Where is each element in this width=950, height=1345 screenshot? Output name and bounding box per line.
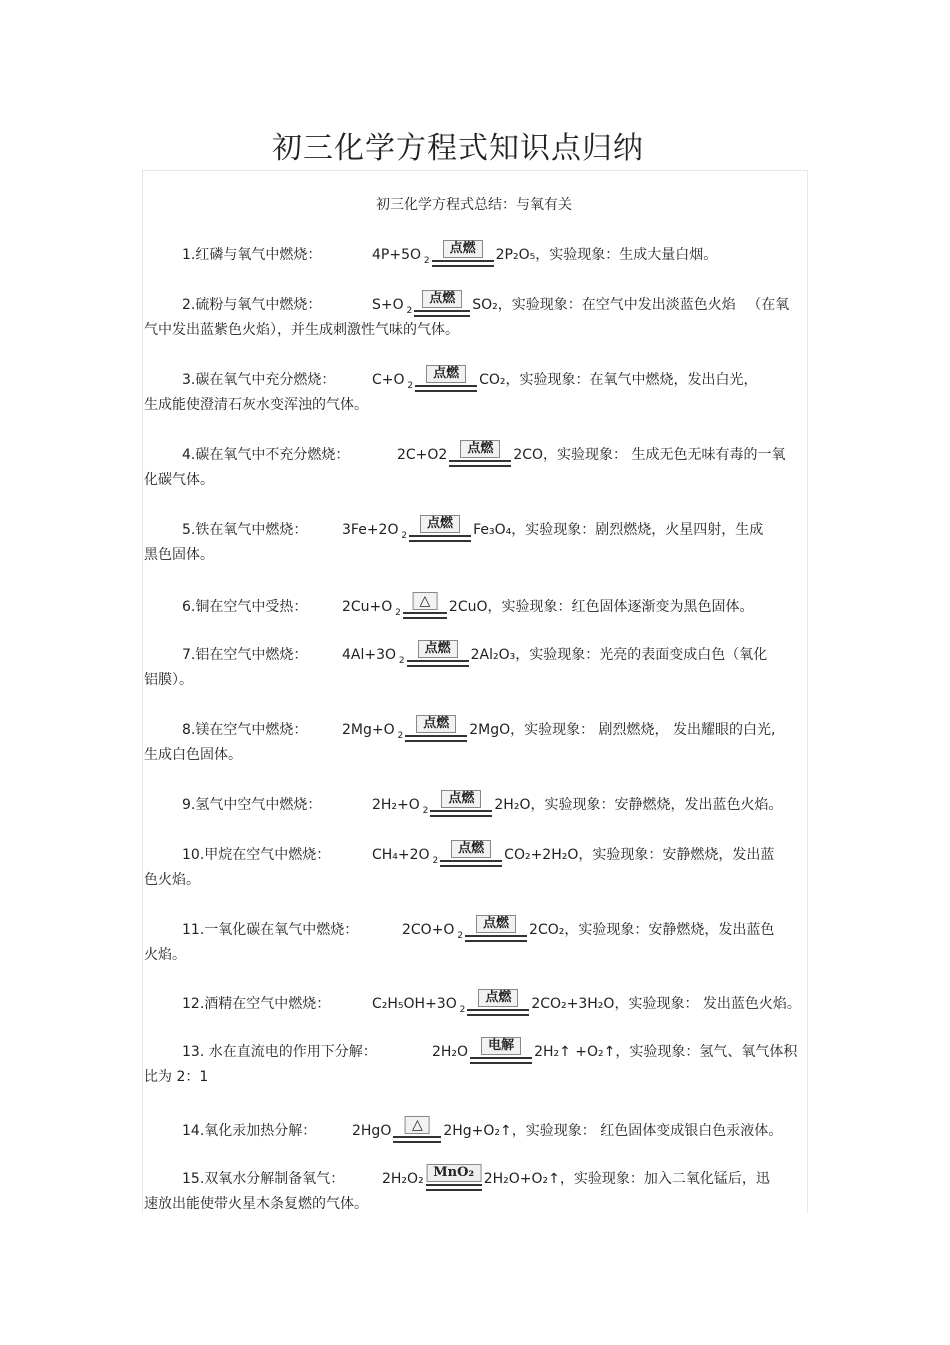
reaction-condition bbox=[470, 1037, 532, 1067]
products-and-phenomenon: 2H₂↑ +O₂↑，实验现象：氢气、氧气体积 bbox=[534, 1044, 798, 1060]
equals-bar bbox=[467, 1014, 529, 1016]
reaction-condition bbox=[393, 1116, 441, 1146]
equation-line bbox=[182, 1164, 770, 1194]
section-subtitle: 初三化学方程式总结：与氧有关 bbox=[376, 197, 572, 213]
products-and-phenomenon: CO₂+2H₂O，实验现象：安静燃烧，发出蓝 bbox=[504, 847, 775, 863]
equation-name: 8.镁在空气中燃烧： bbox=[182, 722, 308, 738]
condition-label: 点燃 bbox=[416, 715, 456, 733]
condition-label: 电解 bbox=[481, 1037, 521, 1055]
products-and-phenomenon: 2CO₂，实验现象：安静燃烧，发出蓝色 bbox=[529, 922, 775, 938]
equation-line bbox=[182, 290, 789, 320]
condition-label: MnO₂ bbox=[426, 1164, 481, 1182]
phenomenon-continuation: 生成白色固体。 bbox=[144, 747, 242, 763]
reaction-condition bbox=[432, 240, 494, 270]
equation-name: 5.铁在氧气中燃烧： bbox=[182, 522, 308, 538]
products-and-phenomenon: 2CO，实验现象： 生成无色无味有毒的一氧 bbox=[513, 447, 786, 463]
equation-name: 11.一氧化碳在氧气中燃烧： bbox=[182, 922, 359, 938]
products-and-phenomenon: CO₂，实验现象：在氧气中燃烧，发出白光， bbox=[479, 372, 758, 388]
reactants: 2H₂O₂ bbox=[382, 1171, 424, 1187]
equals-bar bbox=[430, 810, 492, 812]
equals-bar bbox=[414, 315, 470, 317]
condition-label: 点燃 bbox=[478, 989, 518, 1007]
equation-name: 9.氢气中空气中燃烧： bbox=[182, 797, 322, 813]
equals-bar bbox=[403, 617, 447, 619]
equals-bar bbox=[393, 1141, 441, 1143]
equation-line bbox=[182, 640, 767, 670]
equals-bar bbox=[465, 940, 527, 942]
equation-line bbox=[182, 915, 774, 945]
equals-bar bbox=[409, 535, 471, 537]
equation-line bbox=[182, 989, 801, 1019]
page-title: 初三化学方程式知识点归纳 bbox=[272, 131, 644, 166]
equation-line bbox=[182, 1116, 782, 1146]
reaction-condition bbox=[440, 840, 502, 870]
equation-line bbox=[182, 840, 774, 870]
equals-bar bbox=[393, 1136, 441, 1138]
reaction-condition bbox=[465, 915, 527, 945]
equals-bar bbox=[414, 310, 470, 312]
reactants: 2H₂+O $_2$ bbox=[372, 797, 429, 816]
reactants: 3Fe+2O $_2$ bbox=[342, 522, 408, 541]
equation-name: 2.硫粉与氧气中燃烧： bbox=[182, 297, 322, 313]
reactants: 2Cu+O $_2$ bbox=[342, 599, 401, 618]
equation-name: 4.碳在氧气中不充分燃烧： bbox=[182, 447, 350, 463]
reaction-condition bbox=[405, 715, 467, 745]
equation-name: 6.铜在空气中受热： bbox=[182, 599, 308, 615]
equation-line bbox=[182, 592, 753, 622]
equation-line bbox=[182, 1037, 797, 1067]
reactants: 4P+5O $_2$ bbox=[372, 247, 430, 266]
condition-label: △ bbox=[405, 1116, 430, 1134]
condition-label: 点燃 bbox=[443, 240, 483, 258]
equals-bar bbox=[449, 465, 511, 467]
phenomenon-continuation: 铝膜）。 bbox=[144, 672, 193, 688]
equals-bar bbox=[409, 540, 471, 542]
phenomenon-continuation: 生成能使澄清石灰水变浑浊的气体。 bbox=[144, 397, 368, 413]
products-and-phenomenon: 2Hg+O₂↑，实验现象： 红色固体变成银白色汞液体。 bbox=[443, 1123, 783, 1139]
equals-bar bbox=[440, 860, 502, 862]
equation-line bbox=[182, 790, 782, 820]
reaction-condition bbox=[403, 592, 447, 622]
phenomenon-continuation: 黑色固体。 bbox=[144, 547, 214, 563]
equals-bar bbox=[465, 935, 527, 937]
equals-bar bbox=[426, 1189, 482, 1191]
products-and-phenomenon: 2H₂O+O₂↑，实验现象：加入二氧化锰后，迅 bbox=[483, 1171, 770, 1187]
reactants: S+O $_2$ bbox=[372, 297, 413, 316]
equation-name: 15.双氧水分解制备氧气： bbox=[182, 1171, 345, 1187]
equation-name: 14.氧化汞加热分解： bbox=[182, 1123, 317, 1139]
equals-bar bbox=[403, 612, 447, 614]
phenomenon-continuation: 火焰。 bbox=[144, 947, 186, 963]
equals-bar bbox=[432, 265, 494, 267]
equation-line bbox=[182, 440, 786, 470]
equals-bar bbox=[405, 735, 467, 737]
equation-name: 7.铝在空气中燃烧： bbox=[182, 647, 308, 663]
products-and-phenomenon: 2CuO，实验现象：红色固体逐渐变为黑色固体。 bbox=[448, 599, 754, 615]
condition-label: 点燃 bbox=[441, 790, 481, 808]
equation-line bbox=[182, 365, 758, 395]
reaction-condition bbox=[426, 1164, 482, 1194]
equation-name: 13. 水在直流电的作用下分解： bbox=[182, 1044, 377, 1060]
equation-line bbox=[182, 515, 763, 545]
reactants: 2HgO bbox=[352, 1123, 392, 1139]
equals-bar bbox=[470, 1057, 532, 1059]
equals-bar bbox=[426, 1184, 482, 1186]
equation-name: 3.碳在氧气中充分燃烧： bbox=[182, 372, 336, 388]
products-and-phenomenon: 2P₂O₅，实验现象：生成大量白烟。 bbox=[495, 247, 718, 263]
phenomenon-continuation: 化碳气体。 bbox=[144, 472, 214, 488]
condition-label: 点燃 bbox=[426, 365, 466, 383]
products-and-phenomenon: 2Al₂O₃，实验现象：光亮的表面变成白色（氧化 bbox=[470, 647, 768, 663]
equals-bar bbox=[432, 260, 494, 262]
equals-bar bbox=[415, 390, 477, 392]
reactants: C₂H₅OH+3O $_2$ bbox=[372, 996, 466, 1015]
condition-label: 点燃 bbox=[418, 640, 458, 658]
phenomenon-continuation: 比为 2：1 bbox=[144, 1069, 209, 1085]
reactants: 4Al+3O $_2$ bbox=[342, 647, 405, 666]
phenomenon-continuation: 色火焰。 bbox=[144, 872, 200, 888]
products-and-phenomenon: SO₂，实验现象：在空气中发出淡蓝色火焰 （在氧 bbox=[472, 297, 790, 313]
phenomenon-continuation: 速放出能使带火星木条复燃的气体。 bbox=[144, 1196, 368, 1212]
reactants: 2H₂O bbox=[432, 1044, 469, 1060]
equals-bar bbox=[405, 740, 467, 742]
condition-label: △ bbox=[413, 592, 438, 610]
reaction-condition bbox=[414, 290, 470, 320]
equals-bar bbox=[407, 665, 469, 667]
equation-name: 10.甲烷在空气中燃烧： bbox=[182, 847, 331, 863]
equals-bar bbox=[415, 385, 477, 387]
reactants: CH₄+2O $_2$ bbox=[372, 847, 439, 866]
equals-bar bbox=[449, 460, 511, 462]
reactants: 2C+O2 bbox=[397, 447, 448, 463]
reactants: 2Mg+O $_2$ bbox=[342, 722, 404, 741]
equation-line bbox=[182, 240, 717, 270]
reaction-condition bbox=[407, 640, 469, 670]
reaction-condition bbox=[430, 790, 492, 820]
equation-line bbox=[182, 715, 775, 745]
condition-label: 点燃 bbox=[460, 440, 500, 458]
reactants: C+O $_2$ bbox=[372, 372, 414, 391]
reaction-condition bbox=[449, 440, 511, 470]
condition-label: 点燃 bbox=[451, 840, 491, 858]
equation-name: 12.酒精在空气中燃烧： bbox=[182, 996, 331, 1012]
equals-bar bbox=[440, 865, 502, 867]
condition-label: 点燃 bbox=[476, 915, 516, 933]
equals-bar bbox=[467, 1009, 529, 1011]
equals-bar bbox=[407, 660, 469, 662]
equation-name: 1.红磷与氧气中燃烧： bbox=[182, 247, 322, 263]
condition-label: 点燃 bbox=[420, 515, 460, 533]
reaction-condition bbox=[415, 365, 477, 395]
equals-bar bbox=[430, 815, 492, 817]
products-and-phenomenon: Fe₃O₄，实验现象：剧烈燃烧，火星四射，生成 bbox=[473, 522, 764, 538]
equals-bar bbox=[470, 1062, 532, 1064]
products-and-phenomenon: 2H₂O，实验现象：安静燃烧，发出蓝色火焰。 bbox=[494, 797, 783, 813]
products-and-phenomenon: 2MgO，实验现象： 剧烈燃烧， 发出耀眼的白光, bbox=[469, 722, 776, 738]
reaction-condition bbox=[409, 515, 471, 545]
reactants: 2CO+O $_2$ bbox=[402, 922, 464, 941]
condition-label: 点燃 bbox=[422, 290, 462, 308]
products-and-phenomenon: 2CO₂+3H₂O，实验现象： 发出蓝色火焰。 bbox=[531, 996, 801, 1012]
reaction-condition bbox=[467, 989, 529, 1019]
phenomenon-continuation: 气中发出蓝紫色火焰），并生成刺激性气味的气体。 bbox=[144, 322, 459, 338]
